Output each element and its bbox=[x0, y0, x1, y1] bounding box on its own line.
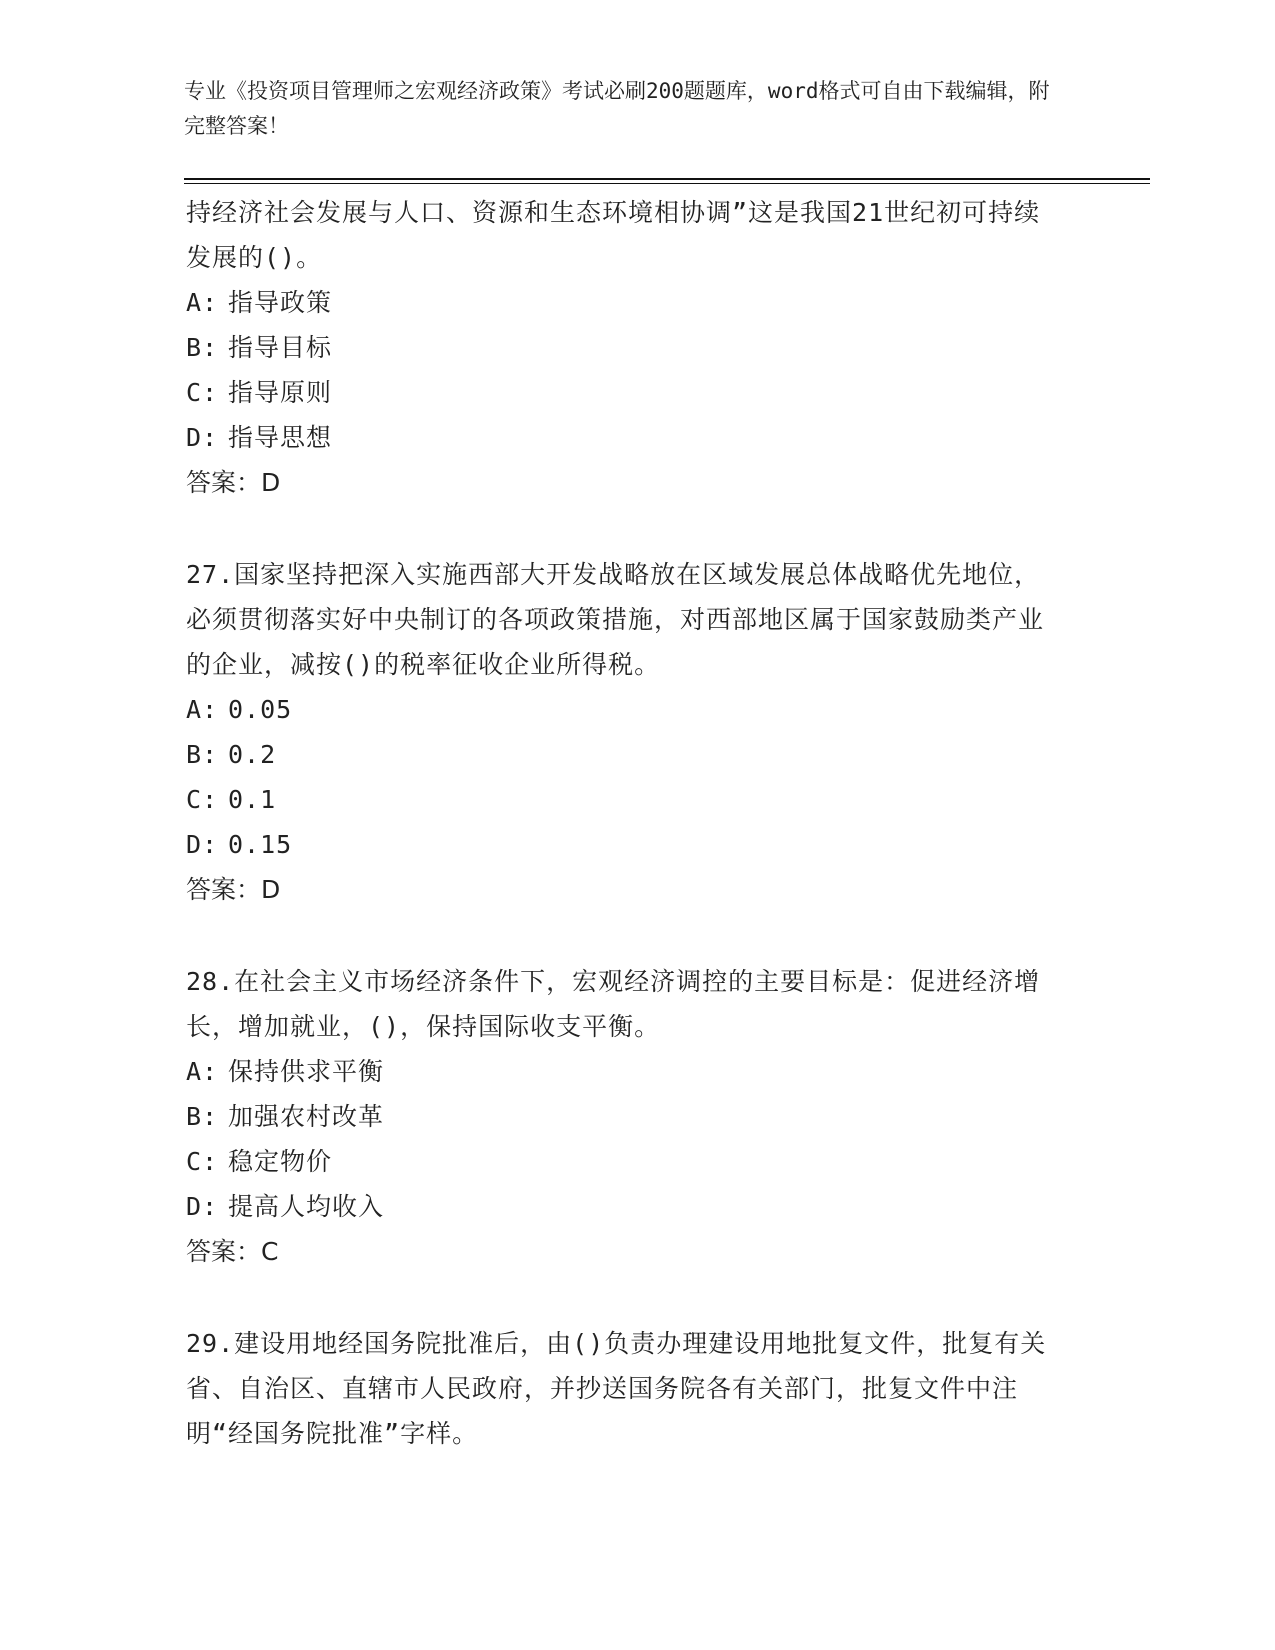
option-letter: A: bbox=[186, 1057, 219, 1086]
header-divider-thin bbox=[184, 183, 1150, 184]
option-c bbox=[186, 370, 1066, 415]
answer-line bbox=[186, 1229, 1066, 1274]
option-b bbox=[186, 1094, 1066, 1139]
option-text: 稳定物价 bbox=[228, 1147, 333, 1176]
question-block bbox=[186, 1321, 1066, 1456]
option-d bbox=[186, 415, 1066, 460]
option-text: 保持供求平衡 bbox=[228, 1057, 385, 1086]
option-a bbox=[186, 280, 1066, 325]
option-letter: B: bbox=[186, 740, 219, 769]
answer-label: 答案： bbox=[186, 875, 262, 904]
question-text: 27.国家坚持把深入实施西部大开发战略放在区域发展总体战略优先地位，必须贯彻落实好中央制订的各项政策措施，对西部地区属于国家鼓励类产业的企业，减按()的税率征收企业所得税。 bbox=[186, 560, 1045, 679]
option-text: 0.1 bbox=[228, 785, 277, 814]
question-text: 28.在社会主义市场经济条件下，宏观经济调控的主要目标是：促进经济增长，增加就业，()，保持国际收支平衡。 bbox=[186, 967, 1041, 1041]
option-letter: D: bbox=[186, 1192, 219, 1221]
answer-line bbox=[186, 460, 1066, 505]
question-list bbox=[186, 190, 1066, 1456]
header-divider bbox=[184, 178, 1150, 180]
option-text: 指导目标 bbox=[228, 333, 333, 362]
option-text: 0.05 bbox=[228, 695, 293, 724]
option-text: 指导思想 bbox=[228, 423, 333, 452]
option-letter: A: bbox=[186, 288, 219, 317]
option-letter: B: bbox=[186, 1102, 219, 1131]
question-block bbox=[186, 552, 1066, 912]
option-b bbox=[186, 732, 1066, 777]
answer-line bbox=[186, 867, 1066, 912]
question-text: 持经济社会发展与人口、资源和生态环境相协调”这是我国21世纪初可持续发展的()。 bbox=[186, 198, 1041, 272]
answer-value: C bbox=[261, 1237, 279, 1266]
option-d bbox=[186, 822, 1066, 867]
option-letter: D: bbox=[186, 423, 219, 452]
option-letter: A: bbox=[186, 695, 219, 724]
option-c bbox=[186, 777, 1066, 822]
answer-value: D bbox=[261, 875, 281, 904]
page-header: 专业《投资项目管理师之宏观经济政策》考试必刷200题题库，word格式可自由下载编辑，附完整答案！ bbox=[184, 79, 1050, 138]
option-letter: B: bbox=[186, 333, 219, 362]
answer-label: 答案： bbox=[186, 1237, 262, 1266]
option-a bbox=[186, 1049, 1066, 1094]
option-b bbox=[186, 325, 1066, 370]
option-text: 指导原则 bbox=[228, 378, 333, 407]
option-letter: C: bbox=[186, 1147, 219, 1176]
option-text: 0.15 bbox=[228, 830, 293, 859]
option-a bbox=[186, 687, 1066, 732]
option-letter: D: bbox=[186, 830, 219, 859]
option-c bbox=[186, 1139, 1066, 1184]
option-d bbox=[186, 1184, 1066, 1229]
option-text: 0.2 bbox=[228, 740, 277, 769]
option-letter: C: bbox=[186, 785, 219, 814]
answer-value: D bbox=[261, 468, 281, 497]
answer-label: 答案： bbox=[186, 468, 262, 497]
option-letter: C: bbox=[186, 378, 219, 407]
option-text: 提高人均收入 bbox=[228, 1192, 385, 1221]
option-text: 指导政策 bbox=[228, 288, 333, 317]
question-block bbox=[186, 190, 1066, 505]
question-block bbox=[186, 959, 1066, 1274]
option-text: 加强农村改革 bbox=[228, 1102, 385, 1131]
question-text: 29.建设用地经国务院批准后，由()负责办理建设用地批复文件，批复有关省、自治区、直辖市人民政府，并抄送国务院各有关部门，批复文件中注明“经国务院批准”字样。 bbox=[186, 1329, 1047, 1448]
